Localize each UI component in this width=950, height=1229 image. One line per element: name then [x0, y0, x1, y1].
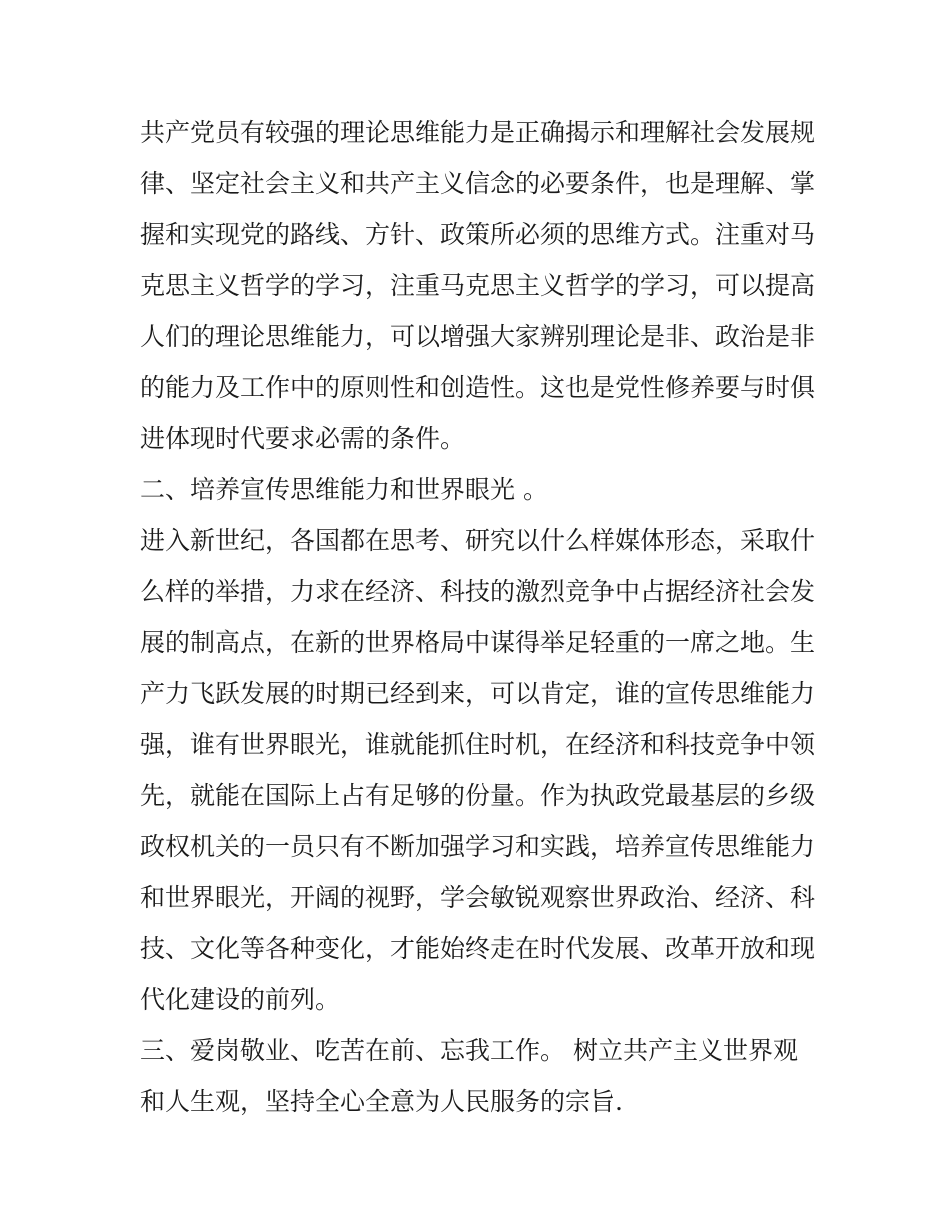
- text-line: 进入新世纪，各国都在思考、研究以什么样媒体形态，采取什: [140, 526, 816, 555]
- text-line: 先，就能在国际上占有足够的份量。作为执政党最基层的乡级: [140, 781, 816, 810]
- text-line: 技、文化等各种变化，才能始终走在时代发展、改革开放和现: [140, 934, 816, 963]
- text-line: 展的制高点，在新的世界格局中谋得举足轻重的一席之地。生: [140, 628, 816, 657]
- text-line: 人们的理论思维能力，可以增强大家辨别理论是非、政治是非: [140, 322, 816, 351]
- section-heading: 二、培养宣传思维能力和世界眼光 。: [140, 475, 548, 504]
- text-line: 么样的举措，力求在经济、科技的激烈竞争中占据经济社会发: [140, 577, 816, 606]
- text-line: 律、坚定社会主义和共产主义信念的必要条件，也是理解、掌: [140, 169, 816, 198]
- document-body: [140, 107, 820, 1127]
- text-line: 产力飞跃发展的时期已经到来，可以肯定，谁的宣传思维能力: [140, 679, 816, 708]
- section-heading: 三、爱岗敬业、吃苦在前、忘我工作。 树立共产主义世界观: [140, 1036, 798, 1065]
- text-line: 握和实现党的路线、方针、政策所必须的思维方式。注重对马: [140, 220, 816, 249]
- text-line: 的能力及工作中的原则性和创造性。这也是党性修养要与时俱: [140, 373, 816, 402]
- text-line: 政权机关的一员只有不断加强学习和实践，培养宣传思维能力: [140, 832, 816, 861]
- text-line: 共产党员有较强的理论思维能力是正确揭示和理解社会发展规: [140, 118, 816, 147]
- text-line: 代化建设的前列。: [140, 985, 341, 1014]
- text-line: 进体现时代要求必需的条件。: [140, 424, 466, 453]
- text-line: 和人生观，坚持全心全意为人民服务的宗旨.: [140, 1087, 623, 1116]
- text-line: 克思主义哲学的学习，注重马克思主义哲学的学习，可以提高: [140, 271, 816, 300]
- text-line: 和世界眼光，开阔的视野，学会敏锐观察世界政治、经济、科: [140, 883, 816, 912]
- text-line: 强，谁有世界眼光，谁就能抓住时机，在经济和科技竞争中领: [140, 730, 816, 759]
